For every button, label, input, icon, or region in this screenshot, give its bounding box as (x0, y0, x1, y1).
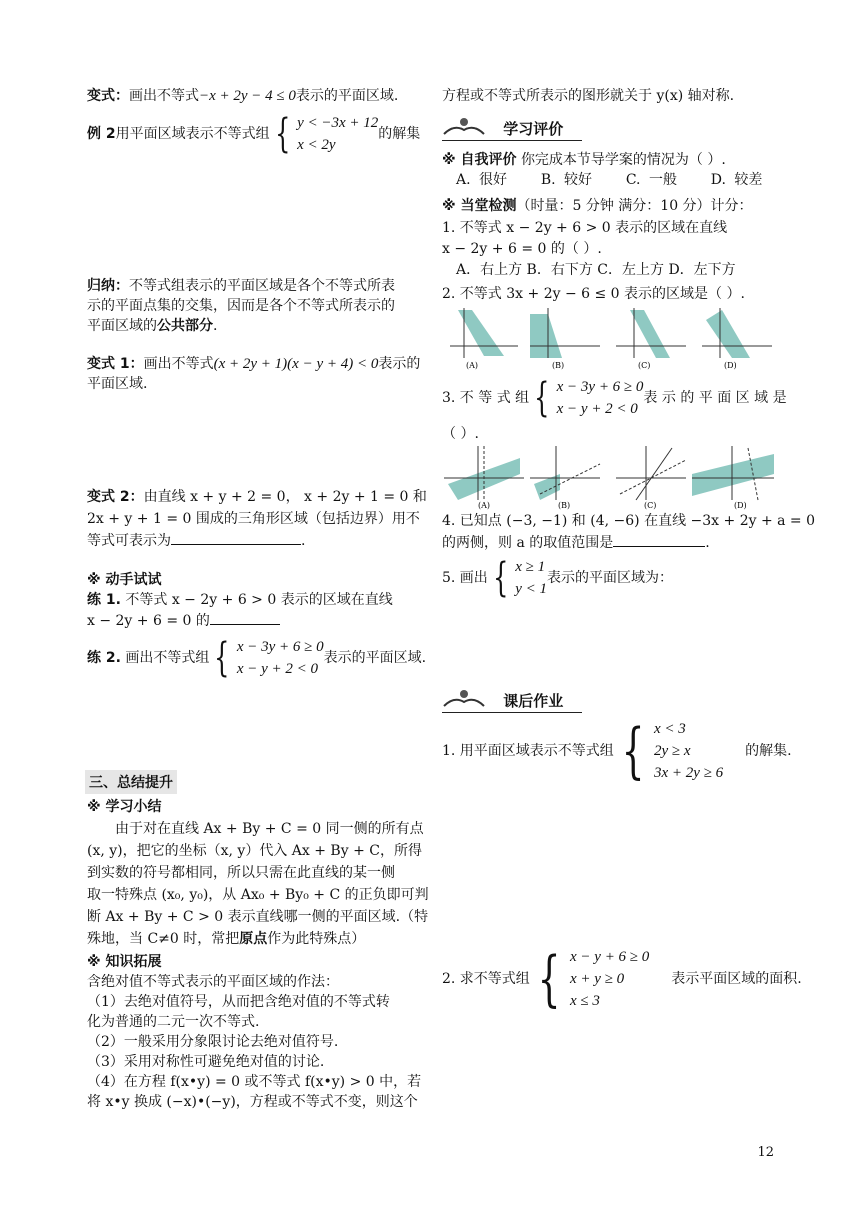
dangtang-jiance: ※ 当堂检测（时量：5 分钟 满分：10 分）计分： (442, 198, 753, 214)
q2-graph-c (616, 308, 686, 370)
q3-graph-d (692, 446, 774, 510)
example-2: 例 2用平面区域表示不等式组 { y < −3x + 12 x < 2y 的解集 (87, 111, 421, 157)
question-5: 5. 画出 { x ≥ 1 y < 1 表示的平面区域为： (442, 555, 674, 601)
svg-text:(D): (D) (724, 361, 737, 370)
homework-2: 2. 求不等式组 { x − y + 6 ≥ 0 x + y ≥ 0 x ≤ 3 表示平面区域的面积. (442, 944, 802, 1014)
book-reader-icon (442, 688, 486, 710)
q3-graph-a (444, 446, 524, 510)
page-number: 12 (757, 1145, 774, 1160)
svg-text:(D): (D) (734, 501, 747, 510)
eval-header: 学习评价 (442, 116, 563, 143)
ziwo-pingjia: ※ 自我评价 你完成本节导学案的情况为（ ）. A. 很好 B. 较好 C. 一般 D. 较差 (442, 152, 763, 188)
q2-graph-d (702, 308, 772, 370)
question-4: 4. 已知点 (−3, −1) 和 (4, −6) 在直线 −3x + 2y + a = 0 的两侧，则 a 的取值范围是 . (442, 513, 816, 551)
q3-graph-c (616, 446, 686, 510)
guina: 归纳：不等式组表示的平面区域是各个不等式所表 示的平面点集的交集，因而是各个不等式所表示的 平面区域的公共部分. (87, 278, 395, 334)
book-reader-icon (442, 116, 486, 138)
continued-text: 方程或不等式所表示的图形就关于 y(x) 轴对称. (442, 88, 735, 104)
question-3-paren: （ ）. (442, 426, 479, 442)
section-3-title: 三、总结提升 (85, 770, 177, 794)
svg-text:(B): (B) (558, 501, 571, 510)
dongshou: ※ 动手试试 练 1. 不等式 x − 2y + 6 > 0 表示的区域在直线 x − 2y + 6 = 0 的 (87, 572, 393, 629)
q3-graphs (444, 444, 774, 510)
svg-text:(C): (C) (638, 361, 651, 370)
homework-1: 1. 用平面区域表示不等式组 { x < 3 2y ≥ x 3x + 2y ≥ 6 的解集. (442, 716, 792, 786)
q3-graph-b (530, 446, 600, 510)
lian-2: 练 2. 画出不等式组 { x − 3y + 6 ≥ 0 x − y + 2 < 0 表示的平面区域. (87, 635, 427, 681)
svg-text:(C): (C) (644, 501, 657, 510)
question-3: 3. 不 等 式 组 { x − 3y + 6 ≥ 0 x − y + 2 < 0 表 示 的 平 面 区 域 是 (442, 375, 787, 421)
bianshi: 变式：画出不等式−x + 2y − 4 ≤ 0表示的平面区域. (87, 88, 399, 104)
homework-header: 课后作业 (442, 688, 563, 715)
xuexi-xiaojie: ※ 学习小结 由于对在直线 Ax + By + C = 0 同一侧的所有点 (x, y)，把它的坐标（x, y）代入 Ax + By + C，所得 到实数的符号都相同，所以只需在此直线的某一侧 取一特殊点 (x₀, y₀)，从 Ax₀ + By₀ + C 的正负即可判 断 Ax + By + C > 0 表示直线哪一侧的平面区域.（特 殊地，当 C≠0 时，常把原点作为此特殊点） (87, 799, 429, 947)
bianshi-1: 变式 1：画出不等式(x + 2y + 1)(x − y + 4) < 0表示的 平面区域. (87, 356, 421, 392)
q2-graphs (444, 306, 774, 370)
question-1: 1. 不等式 x − 2y + 6 > 0 表示的区域在直线 x − 2y + 6 = 0 的（ ）. A．右上方 B．右下方 C．左上方 D．左下方 (442, 220, 736, 278)
question-2: 2. 不等式 3x + 2y − 6 ≤ 0 表示的区域是（ ）. (442, 286, 745, 302)
q2-graph-b (530, 308, 600, 370)
bianshi-2: 变式 2：由直线 x + y + 2 = 0， x + 2y + 1 = 0 和 2x + y + 1 = 0 围成的三角形区域（包括边界）用不 等式可表示为 . (87, 489, 427, 549)
zhishi-tuozhan: ※ 知识拓展 含绝对值不等式表示的平面区域的作法： （1）去绝对值符号，从而把含绝对值的不等式转 化为普通的二元一次不等式. （2）一般采用分象限讨论去绝对值符号. （3）采用对称性可避免绝对值的讨论. （4）在方程 f(x•y) = 0 或不等式 f(x•y) > 0 中，若 将 x•y 换成 (−x)•(−y)，方程或不等式不变，则这个 (87, 954, 422, 1110)
svg-text:(B): (B) (552, 361, 565, 370)
svg-text:(A): (A) (478, 501, 491, 510)
q2-graph-a (450, 308, 518, 370)
svg-text:(A): (A) (466, 361, 479, 370)
